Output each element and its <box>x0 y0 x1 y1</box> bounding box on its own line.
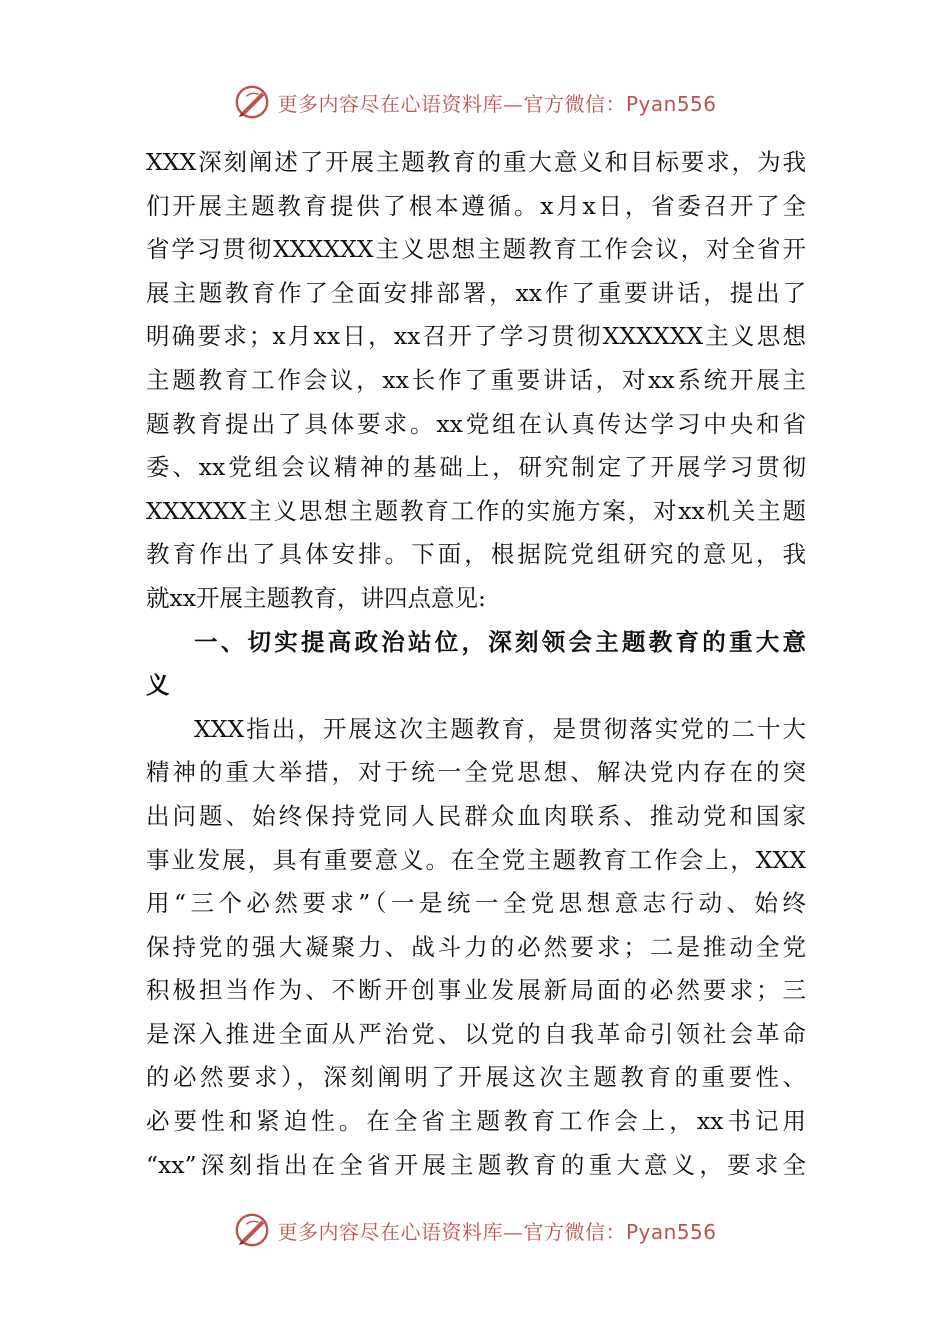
text-line: 保持党的强大凝聚力、战斗力的必然要求；二是推动全党 <box>146 932 806 961</box>
text-line: 积极担当作为、不断开创事业发展新局面的必然要求；三 <box>146 976 806 1005</box>
header-watermark-banner <box>0 80 950 124</box>
text-line: 委、xx党组会议精神的基础上，研究制定了开展学习贯彻 <box>146 453 806 482</box>
text-line: 精神的重大举措，对于统一全党思想、解决党内存在的突 <box>146 758 806 787</box>
heading-line: 一、切实提高政治站位，深刻领会主题教育的重大意 <box>194 627 806 656</box>
text-line: XXXXXX主义思想主题教育工作的实施方案，对xx机关主题 <box>146 496 806 525</box>
heading-line: 义 <box>146 671 170 700</box>
document-body <box>146 141 806 1187</box>
text-line: “xx”深刻指出在全省开展主题教育的重大意义，要求全 <box>146 1150 806 1179</box>
pen-logo-icon <box>233 1211 271 1249</box>
text-line: 主题教育工作会议，xx长作了重要讲话，对xx系统开展主 <box>146 365 806 394</box>
text-line: XXX指出，开展这次主题教育，是贯彻落实党的二十大 <box>194 714 806 743</box>
pen-logo-icon <box>233 83 271 121</box>
text-line: 展主题教育作了全面安排部署，xx作了重要讲话，提出了 <box>146 278 806 307</box>
text-line: 必要性和紧迫性。在全省主题教育工作会上，xx书记用 <box>146 1107 806 1136</box>
section-heading-1 <box>146 621 806 708</box>
text-line: 出问题、始终保持党同人民群众血肉联系、推动党和国家 <box>146 801 806 830</box>
footer-watermark-banner <box>0 1208 950 1252</box>
text-line: 省学习贯彻XXXXXX主义思想主题教育工作会议，对全省开 <box>146 235 806 264</box>
text-line: 教育作出了具体安排。下面，根据院党组研究的意见，我 <box>146 540 806 569</box>
text-line: 用“三个必然要求”（一是统一全党思想意志行动、始终 <box>146 889 806 918</box>
text-line: 题教育提出了具体要求。xx党组在认真传达学习中央和省 <box>146 409 806 438</box>
text-line: 事业发展，具有重要意义。在全党主题教育工作会上，XXX <box>146 845 806 874</box>
watermark-text: 更多内容尽在心语资料库—官方微信：Pyan556 <box>277 91 717 116</box>
paragraph-intro <box>146 141 806 621</box>
text-line: 明确要求；x月xx日，xx召开了学习贯彻XXXXXX主义思想 <box>146 322 806 351</box>
text-line: XXX深刻阐述了开展主题教育的重大意义和目标要求，为我 <box>146 148 806 176</box>
text-line: 就xx开展主题教育，讲四点意见: <box>146 583 486 612</box>
text-line: 是深入推进全面从严治党、以党的自我革命引领社会革命 <box>146 1019 806 1048</box>
text-line: 们开展主题教育提供了根本遵循。x月x日，省委召开了全 <box>146 191 806 220</box>
text-line: 的必然要求），深刻阐明了开展这次主题教育的重要性、 <box>146 1063 806 1092</box>
watermark-text: 更多内容尽在心语资料库—官方微信：Pyan556 <box>277 1219 717 1244</box>
paragraph-section-1 <box>146 708 806 1188</box>
